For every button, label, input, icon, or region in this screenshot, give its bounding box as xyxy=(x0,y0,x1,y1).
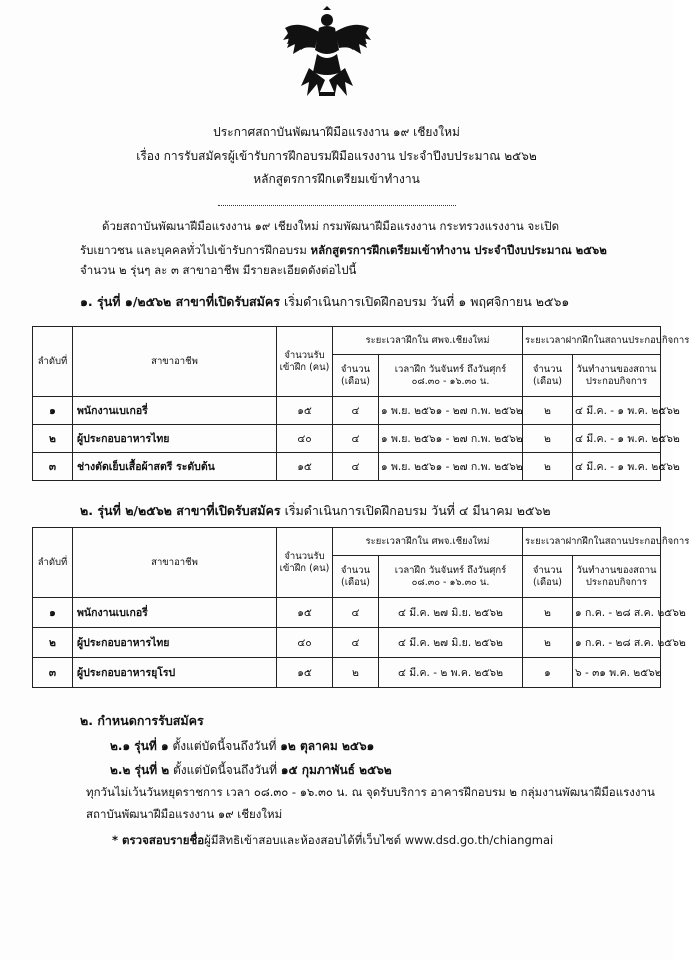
row-count: ๑๕ xyxy=(277,658,333,688)
row-no: ๓ xyxy=(33,658,73,688)
header-center-months: จำนวน (เดือน) xyxy=(333,556,379,598)
schedule-item-1 xyxy=(110,738,374,754)
announcement-subject: เรื่อง การรับสมัครผู้เข้ารับการฝึกอบรมฝีมือแรงงาน ประจำปีงบประมาณ ๒๕๖๒ xyxy=(136,149,537,163)
row-company-months: ๒ xyxy=(523,425,573,453)
row-count: ๑๕ xyxy=(277,598,333,628)
row-company-period: ๑ ก.ค. - ๒๘ ส.ค. ๒๕๖๒ xyxy=(573,628,661,658)
header-center-period: ระยะเวลาฝึกใน ศพจ.เชียงใหม่ xyxy=(333,327,523,355)
intro-course-name: หลักสูตรการฝึกเตรียมเข้าทำงาน ประจำปีงบประมาณ ๒๕๖๒ xyxy=(310,243,607,257)
round1-title-rest: เริ่มดำเนินการเปิดฝึกอบรม วันที่ ๑ พฤศจิกายน ๒๕๖๑ xyxy=(279,294,570,309)
row-count: ๑๕ xyxy=(277,453,333,481)
row-center-months: ๔ xyxy=(333,425,379,453)
row-no: ๒ xyxy=(33,425,73,453)
round1-title xyxy=(80,293,670,311)
round2-table xyxy=(32,527,689,688)
row-center-months: ๔ xyxy=(333,453,379,481)
row-field: ผู้ประกอบอาหารยุโรป xyxy=(73,658,277,688)
header-field: สาขาอาชีพ xyxy=(73,327,277,397)
garuda-emblem-icon xyxy=(279,6,375,102)
row-no: ๒ xyxy=(33,628,73,658)
row-center-months: ๔ xyxy=(333,628,379,658)
schedule-note-1: ทุกวันไม่เว้นวันหยุดราชการ เวลา ๐๘.๓๐ - ๑๖.๓๐ น. ณ จุดรับบริการ อาคารฝึกอบรม ๒ กลุ่มงานพัฒนาฝีมือแรงงาน xyxy=(86,785,655,799)
row-company-months: ๒ xyxy=(523,453,573,481)
header-company-months: จำนวน (เดือน) xyxy=(523,556,573,598)
round1-table xyxy=(32,326,689,481)
row-center-period: ๑ พ.ย. ๒๕๖๑ - ๒๗ ก.พ. ๒๕๖๒ xyxy=(379,453,523,481)
row-center-period: ๑ พ.ย. ๒๕๖๑ - ๒๗ ก.พ. ๒๕๖๒ xyxy=(379,425,523,453)
row-company-period: ๔ มี.ค. - ๑ พ.ค. ๒๕๖๒ xyxy=(573,425,661,453)
schedule-title-text: ๒. กำหนดการรับสมัคร xyxy=(80,713,204,728)
row-field: ผู้ประกอบอาหารไทย xyxy=(73,425,277,453)
header-no: ลำดับที่ xyxy=(33,327,73,397)
row-company-months: ๒ xyxy=(523,598,573,628)
schedule-item-2-round: ๒.๒ รุ่นที่ ๒ xyxy=(110,763,170,777)
dotted-divider xyxy=(218,205,456,206)
row-center-period: ๑ พ.ย. ๒๕๖๑ - ๒๗ ก.พ. ๒๕๖๒ xyxy=(379,397,523,425)
intro-line-3: จำนวน ๒ รุ่นๆ ละ ๓ สาขาอาชีพ มีรายละเอียดดังต่อไปนี้ xyxy=(80,263,357,277)
header-no: ลำดับที่ xyxy=(33,528,73,598)
row-company-period: ๖ - ๓๑ พ.ค. ๒๕๖๒ xyxy=(573,658,661,688)
intro-line-2 xyxy=(80,242,660,258)
check-note-text: ผู้มีสิทธิเข้าสอบและห้องสอบได้ที่เว็บไซต์ www.dsd.go.th/chiangmai xyxy=(204,833,554,847)
row-company-months: ๑ xyxy=(523,658,573,688)
table-row xyxy=(33,397,661,425)
row-center-months: ๔ xyxy=(333,598,379,628)
announcement-course: หลักสูตรการฝึกเตรียมเข้าทำงาน xyxy=(253,172,420,186)
row-field: พนักงานเบเกอรี่ xyxy=(73,598,277,628)
round2-title xyxy=(80,502,670,520)
table-row xyxy=(33,425,661,453)
announcement-title: ประกาศสถาบันพัฒนาฝีมือแรงงาน ๑๙ เชียงใหม่ xyxy=(213,125,460,139)
schedule-item-2 xyxy=(110,762,392,778)
schedule-item-2-date: ๑๕ กุมภาพันธ์ ๒๕๖๒ xyxy=(280,763,392,777)
header-count: จำนวนรับเข้าฝึก (คน) xyxy=(277,327,333,397)
schedule-note-2: สถาบันพัฒนาฝีมือแรงงาน ๑๙ เชียงใหม่ xyxy=(86,807,283,821)
row-company-months: ๒ xyxy=(523,628,573,658)
header-center-time: เวลาฝึก วันจันทร์ ถึงวันศุกร์ ๐๘.๓๐ - ๑๖.๓๐ น. xyxy=(379,556,523,598)
header-field: สาขาอาชีพ xyxy=(73,528,277,598)
row-no: ๑ xyxy=(33,598,73,628)
row-center-period: ๔ มี.ค. ๒๗ มิ.ย. ๒๕๖๒ xyxy=(379,628,523,658)
schedule-item-1-date: ๑๒ ตุลาคม ๒๕๖๑ xyxy=(280,739,375,753)
row-no: ๑ xyxy=(33,397,73,425)
round1-title-bold: ๑. รุ่นที่ ๑/๒๕๖๒ สาขาที่เปิดรับสมัคร xyxy=(80,294,280,309)
row-center-months: ๒ xyxy=(333,658,379,688)
schedule-check-note xyxy=(112,832,553,848)
row-count: ๔๐ xyxy=(277,425,333,453)
header-company-months: จำนวน (เดือน) xyxy=(523,355,573,397)
row-no: ๓ xyxy=(33,453,73,481)
row-center-months: ๔ xyxy=(333,397,379,425)
schedule-item-2-text: ตั้งแต่บัดนี้จนถึงวันที่ xyxy=(169,763,281,777)
check-note-bold: * ตรวจสอบรายชื่อ xyxy=(112,833,205,847)
row-count: ๑๕ xyxy=(277,397,333,425)
table-row xyxy=(33,658,661,688)
row-field: ช่างตัดเย็บเสื้อผ้าสตรี ระดับต้น xyxy=(73,453,277,481)
intro-line-1: ด้วยสถาบันพัฒนาฝีมือแรงงาน ๑๙ เชียงใหม่ กรมพัฒนาฝีมือแรงงาน กระทรวงแรงงาน จะเปิด xyxy=(102,219,560,233)
header-company-period: ระยะเวลาฝากฝึกในสถานประกอบกิจการ xyxy=(523,528,661,556)
row-field: ผู้ประกอบอาหารไทย xyxy=(73,628,277,658)
schedule-title xyxy=(80,712,670,730)
intro-line-2-text: รับเยาวชน และบุคคลทั่วไปเข้ารับการฝึกอบรม xyxy=(80,243,311,257)
row-field: พนักงานเบเกอรี่ xyxy=(73,397,277,425)
header-company-period: ระยะเวลาฝากฝึกในสถานประกอบกิจการ xyxy=(523,327,661,355)
round2-title-bold: ๒. รุ่นที่ ๒/๒๕๖๒ สาขาที่เปิดรับสมัคร xyxy=(80,503,281,518)
schedule-item-1-round: ๒.๑ รุ่นที่ ๑ xyxy=(110,739,169,753)
header-center-period: ระยะเวลาฝึกใน ศพจ.เชียงใหม่ xyxy=(333,528,523,556)
header-count: จำนวนรับเข้าฝึก (คน) xyxy=(277,528,333,598)
row-company-period: ๔ มี.ค. - ๑ พ.ค. ๒๕๖๒ xyxy=(573,453,661,481)
schedule-item-1-text: ตั้งแต่บัดนี้จนถึงวันที่ xyxy=(168,739,281,753)
table-row xyxy=(33,453,661,481)
row-company-period: ๔ มี.ค. - ๑ พ.ค. ๒๕๖๒ xyxy=(573,397,661,425)
round2-title-rest: เริ่มดำเนินการเปิดฝึกอบรม วันที่ ๔ มีนาคม ๒๕๖๒ xyxy=(280,503,551,518)
row-company-period: ๑ ก.ค. - ๒๘ ส.ค. ๒๕๖๒ xyxy=(573,598,661,628)
header-company-days: วันทำงานของสถานประกอบกิจการ xyxy=(573,355,661,397)
row-center-period: ๔ มี.ค. ๒๗ มิ.ย. ๒๕๖๒ xyxy=(379,598,523,628)
header-company-days: วันทำงานของสถานประกอบกิจการ xyxy=(573,556,661,598)
header-center-months: จำนวน (เดือน) xyxy=(333,355,379,397)
row-company-months: ๒ xyxy=(523,397,573,425)
table-row xyxy=(33,598,661,628)
table-row xyxy=(33,628,661,658)
header-center-time: เวลาฝึก วันจันทร์ ถึงวันศุกร์ ๐๘.๓๐ - ๑๖.๓๐ น. xyxy=(379,355,523,397)
row-center-period: ๔ มี.ค. - ๒ พ.ค. ๒๕๖๒ xyxy=(379,658,523,688)
row-count: ๔๐ xyxy=(277,628,333,658)
